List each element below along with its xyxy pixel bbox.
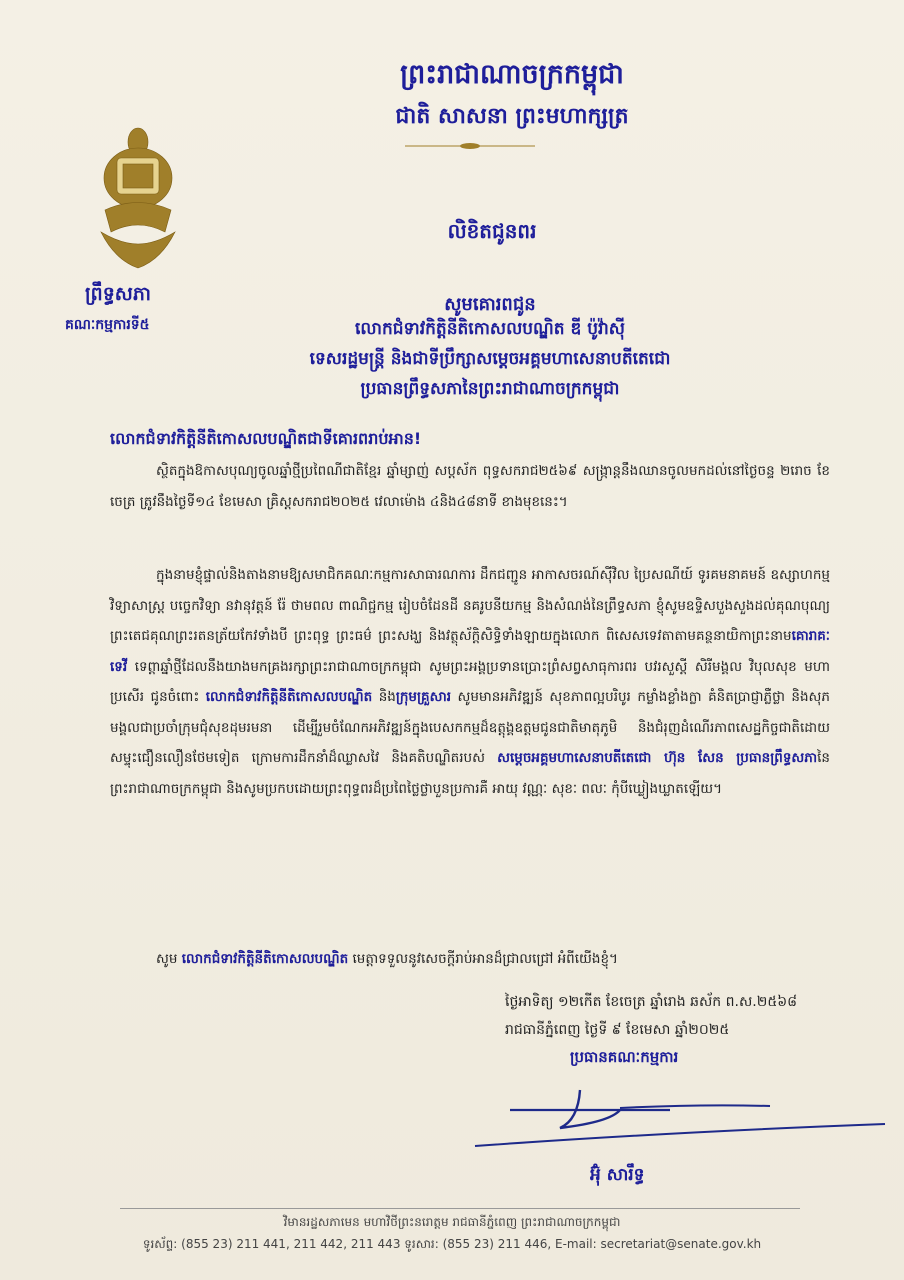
letter-type-heading: លិខិតជូនពរ bbox=[447, 219, 537, 243]
lunar-date: ថ្ងៃអាទិត្យ ១២កើត ខែចេត្រ ឆ្នាំរោង ឆស័ក ព.ស.២៥៦៨ bbox=[505, 994, 798, 1010]
recipient-role-1: ទេសរដ្ឋមន្ត្រី និងជាទីប្រឹក្សាសម្តេចអគ្គមហាសេនាបតីតេជោ bbox=[309, 349, 671, 369]
salutation: លោកជំទាវកិត្តិនីតិកោសលបណ្ឌិតជាទីគោរពរាប់អាន! bbox=[110, 429, 422, 448]
sender-organization: ព្រឹទ្ធសភា bbox=[85, 283, 151, 305]
p2-recipient-title: លោកជំទាវកិត្តិនីតិកោសលបណ្ឌិត bbox=[205, 689, 373, 705]
recipient-role-2: ប្រធានព្រឹទ្ធសភានៃព្រះរាជាណាចក្រកម្ពុជា bbox=[360, 379, 620, 399]
national-motto: ជាតិ សាសនា ព្រះមហាក្សត្រ bbox=[395, 104, 629, 129]
footer-divider bbox=[120, 1208, 800, 1209]
paragraph-2 bbox=[110, 560, 830, 804]
p2-text-g: សូមមានអភិវឌ្ឍន៍ សុខភាពល្អបរិបូរ កម្លាំងខ្លាំងក្លា គំនិតប្រាជ្ញាភ្លឺថ្លា និងសុភមង្គលជាប្រចាំក្រុមជុំសុខដុមរមនា ដើម្បីរួមចំណែកអភិវឌ្ឍន៍ក្នុងបេសកកម្មដ៏ឧត្តុង្គឧត្តមជូនជាតិមាតុភូមិ និងជំរុញដំណើរភាពសេដ្ឋកិច្ចជាតិដោយសម្ទុះជឿនលឿនថែមទៀត ក្រោមការដឹកនាំដ៏ឈ្លាសវៃ និងគតិបណ្ឌិតរបស់ bbox=[110, 689, 830, 766]
ornament-divider-icon bbox=[405, 141, 535, 151]
signatory-title: ប្រធានគណៈកម្មការ bbox=[570, 1048, 679, 1066]
footer-contact: ទូរស័ព្ទ: (855 23) 211 441, 211 442, 211 443 ទូរសារ: (855 23) 211 446, E-mail: secretariat@senate.gov.kh bbox=[142, 1237, 762, 1251]
solar-date: រាជធានីភ្នំពេញ ថ្ងៃទី ៩ ខែមេសា ឆ្នាំ២០២៥ bbox=[505, 1022, 730, 1038]
recipient-name: លោកជំទាវកិត្តិនីតិកោសលបណ្ឌិត ឌី ប៉ូវ៉ាស៊ី bbox=[355, 319, 625, 339]
paragraph-3 bbox=[110, 944, 830, 975]
handwritten-signature-icon bbox=[470, 1080, 890, 1150]
p2-family: ក្រុមគ្រួសារ bbox=[395, 689, 452, 705]
paragraph-1: ស្ថិតក្នុងឱកាសបុណ្យចូលឆ្នាំថ្មីប្រពៃណីជាតិខ្មែរ ឆ្នាំម្សាញ់ សប្តស័ក ពុទ្ធសករាជ២៥៦៩ សង្ក្រាន្តនឹងឈានចូលមកដល់នៅថ្ងៃចន្ទ ២រោច ខែចេត្រ ត្រូវនឹងថ្ងៃទី១៤ ខែមេសា គ្រិស្តសករាជ២០២៥ វេលាម៉ោង ៤និង៤៨នាទី ខាងមុខនេះ។ bbox=[110, 463, 830, 510]
kingdom-heading: ព្រះរាជាណាចក្រកម្ពុជា bbox=[400, 59, 624, 90]
p2-leader-title: សម្តេចអគ្គមហាសេនាបតីតេជោ ហ៊ុន សែន ប្រធានព្រឹទ្ធសភា bbox=[497, 750, 818, 766]
p2-text-a: ក្នុងនាមខ្ញុំផ្ទាល់និងតាងនាមឱ្យសមាជិកគណៈកម្មការសាធារណការ ដឹកជញ្ជូន អាកាសចរណ៍ស៊ីវិល ប្រៃសណីយ៍ ទូរគមនាគមន៍ ឧស្សាហកម្ម វិទ្យាសាស្ត្រ បច្ចេកវិទ្យា នវានុវត្តន៍ រ៉ែ ថាមពល ពាណិជ្ជកម្ម រៀបចំដែនដី នគរូបនីយកម្ម និងសំណង់នៃព្រឹទ្ធសភា ខ្ញុំសូមឧទ្ទិសបួងសួងដល់គុណបុណ្យព្រះតេជគុណព្រះរតនត្រ័យកែវទាំងបី ព្រះពុទ្ធ ព្រះធម៌ ព្រះសង្ឃ និងវត្ថុស័ក្តិសិទ្ធិទាំងឡាយក្នុងលោក ពិសេសទេវតាតាមគន្ថនាយិកាព្រះនាម bbox=[110, 567, 830, 644]
signatory-name: អ៊ុំ សារឹទ្ធ bbox=[590, 1165, 645, 1185]
p3-text-a: សូម bbox=[156, 951, 182, 967]
p2-text-e: និង bbox=[372, 689, 396, 705]
p3-recipient-title: លោកជំទាវកិត្តិនីតិកោសលបណ្ឌិត bbox=[181, 951, 349, 967]
p3-text-c: មេត្តាទទួលនូវសេចក្តីរាប់អានដ៏ជ្រាលជ្រៅ អំពីយើងខ្ញុំ។ bbox=[348, 951, 618, 967]
sender-department: គណៈកម្មការទី៥ bbox=[65, 317, 150, 333]
p2-text-i: នៃព្រះរាជាណាចក្រកម្ពុជា និងសូមប្រកបដោយព្រះពុទ្ធពរដ៏ប្រពៃថ្លៃថ្លាបួនប្រការគឺ អាយុ វណ្ណៈ សុខៈ ពលៈ កុំបីឃ្លៀងឃ្លាតឡើយ។ bbox=[110, 750, 830, 797]
p2-text-c: ទេព្តាឆ្នាំថ្មីដែលនឹងយាងមកគ្រងរក្សាព្រះរាជាណាចក្រកម្ពុជា សូមព្រះអង្គប្រទានប្រោះព្រំសព្វសាធុការពរ បវរសួស្តី សិរីមង្គល វិបុលសុខ មហាប្រសើរ ជូនចំពោះ bbox=[110, 658, 830, 705]
footer-address: វិមានរដ្ឋសភាមេន មហាវិថីព្រះនរោត្តម រាជធានីភ្នំពេញ ព្រះរាជាណាចក្រកម្ពុជា bbox=[283, 1215, 621, 1229]
recipient-greeting: សូមគោរពជូន bbox=[444, 294, 536, 315]
p2-deity-name: គោរាគៈទេវី bbox=[110, 628, 830, 675]
